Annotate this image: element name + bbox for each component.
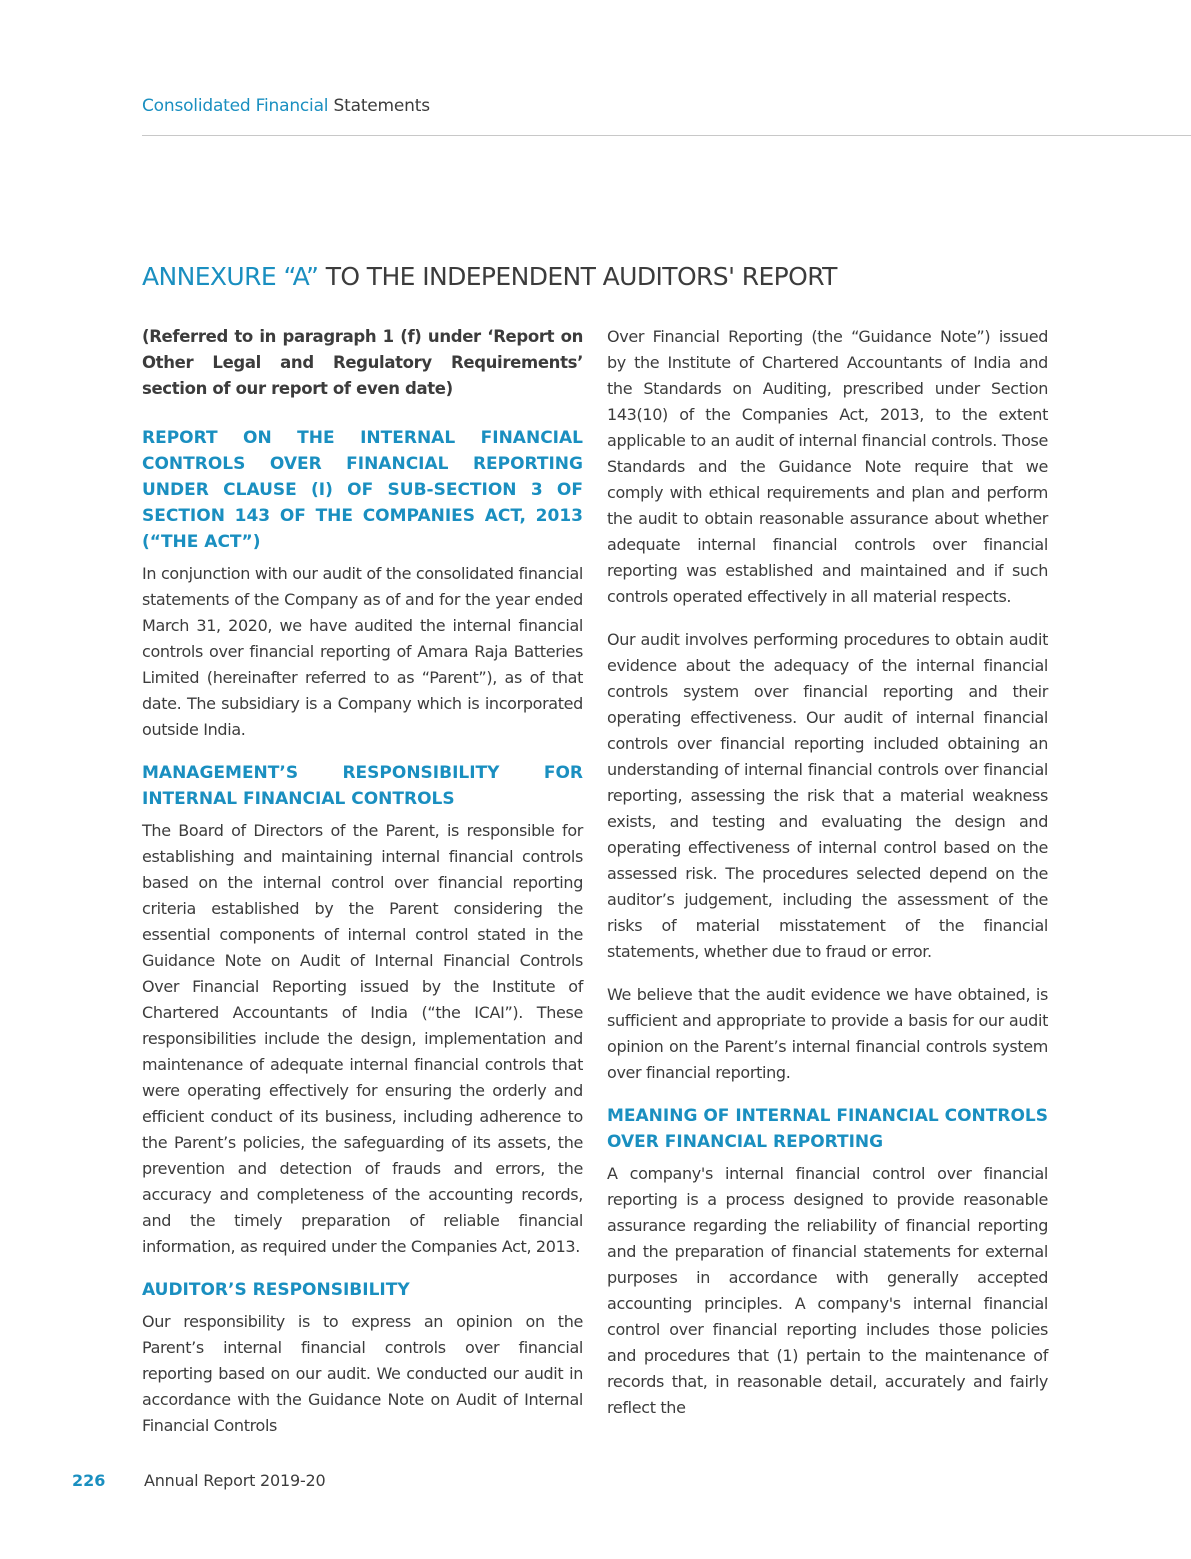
title-rest: TO THE INDEPENDENT AUDITORS' REPORT bbox=[318, 262, 837, 291]
left-column bbox=[142, 324, 583, 1456]
paragraph-audit-involves: Our audit involves performing procedures to obtain audit evidence about the adequacy of the internal financial controls system over financial reporting and their operating effectiveness. Our audit of internal financial controls over financial reporting included obtaining an understanding of internal financial controls over financial reporting, assessing the risk that a material weakness exists, and testing and evaluating the design and operating effectiveness of internal control based on the assessed risk. The procedures selected depend on the auditor’s judgement, including the assessment of the risks of material misstatement of the financial statements, whether due to fraud or error. bbox=[607, 630, 1048, 961]
paragraph-board-responsibility: The Board of Directors of the Parent, is responsible for establishing and maintaining internal financial controls based on the internal control over financial reporting criteria established by the Parent considering the essential components of internal control stated in the Guidance Note on Audit of Internal Financial Controls Over Financial Reporting issued by the Institute of Chartered Accountants of India (“the ICAI”). These responsibilities include the design, implementation and maintenance of adequate internal financial controls that were operating effectively for ensuring the orderly and efficient conduct of its business, including adherence to the Parent’s policies, the safeguarding of its assets, the prevention and detection of frauds and errors, the accuracy and completeness of the accounting records, and the timely preparation of reliable financial information, as required under the Companies Act, 2013. bbox=[142, 821, 583, 1256]
footer-title: Annual Report 2019-20 bbox=[144, 1471, 326, 1490]
paragraph-our-responsibility: Our responsibility is to express an opinion on the Parent’s internal financial controls over financial reporting based on our audit. We conducted our audit in accordance with the Guidance Note on Audit of Internal Financial Controls bbox=[142, 1312, 583, 1435]
title-accent: ANNEXURE “A” bbox=[142, 262, 319, 291]
paragraph-guidance-note: Over Financial Reporting (the “Guidance Note”) issued by the Institute of Chartered Accountants of India and the Standards on Auditing, prescribed under Section 143(10) of the Companies Act, 2013, to the extent applicable to an audit of internal financial controls. Those Standards and the Guidance Note require that we comply with ethical requirements and plan and perform the audit to obtain reasonable assurance about whether adequate internal financial controls over financial reporting was established and maintained and if such controls operated effectively in all material respects. bbox=[607, 327, 1048, 606]
page-title bbox=[142, 262, 837, 291]
running-header bbox=[142, 96, 430, 116]
right-column bbox=[607, 324, 1048, 1438]
heading-auditor-responsibility: AUDITOR’S RESPONSIBILITY bbox=[142, 1280, 410, 1300]
header-accent: Consolidated Financial bbox=[142, 96, 329, 116]
paragraph-conjunction: In conjunction with our audit of the consolidated financial statements of the Company as of and for the year ended March 31, 2020, we have audited the internal financial controls over financial reporting of Amara Raja Batteries Limited (hereinafter referred to as “Parent”), as of that date. The subsidiary is a Company which is incorporated outside India. bbox=[142, 564, 583, 739]
page-number: 226 bbox=[72, 1471, 106, 1490]
intro-note: (Referred to in paragraph 1 (f) under ‘Report on Other Legal and Regulatory Requirements’ section of our report of even date) bbox=[142, 327, 583, 398]
header-divider bbox=[142, 135, 1191, 136]
paragraph-company-ifc: A company's internal financial control over financial reporting is a process designed to provide reasonable assurance regarding the reliability of financial reporting and the preparation of financial statements for external purposes in accordance with generally accepted accounting principles. A company's internal financial control over financial reporting includes those policies and procedures that (1) pertain to the maintenance of records that, in reasonable detail, accurately and fairly reflect the bbox=[607, 1164, 1048, 1417]
heading-report-on-ifc: REPORT ON THE INTERNAL FINANCIAL CONTROLS OVER FINANCIAL REPORTING UNDER CLAUSE (I) OF SUB-SECTION 3 OF SECTION 143 OF THE COMPANIES ACT, 2013 (“THE ACT”) bbox=[142, 428, 583, 552]
heading-meaning-of-ifc: MEANING OF INTERNAL FINANCIAL CONTROLS OVER FINANCIAL REPORTING bbox=[607, 1106, 1048, 1152]
header-plain: Statements bbox=[333, 96, 430, 116]
paragraph-audit-evidence: We believe that the audit evidence we have obtained, is sufficient and appropriate to provide a basis for our audit opinion on the Parent’s internal financial controls system over financial reporting. bbox=[607, 985, 1048, 1082]
heading-management-responsibility: MANAGEMENT’S RESPONSIBILITY FOR INTERNAL FINANCIAL CONTROLS bbox=[142, 763, 583, 809]
